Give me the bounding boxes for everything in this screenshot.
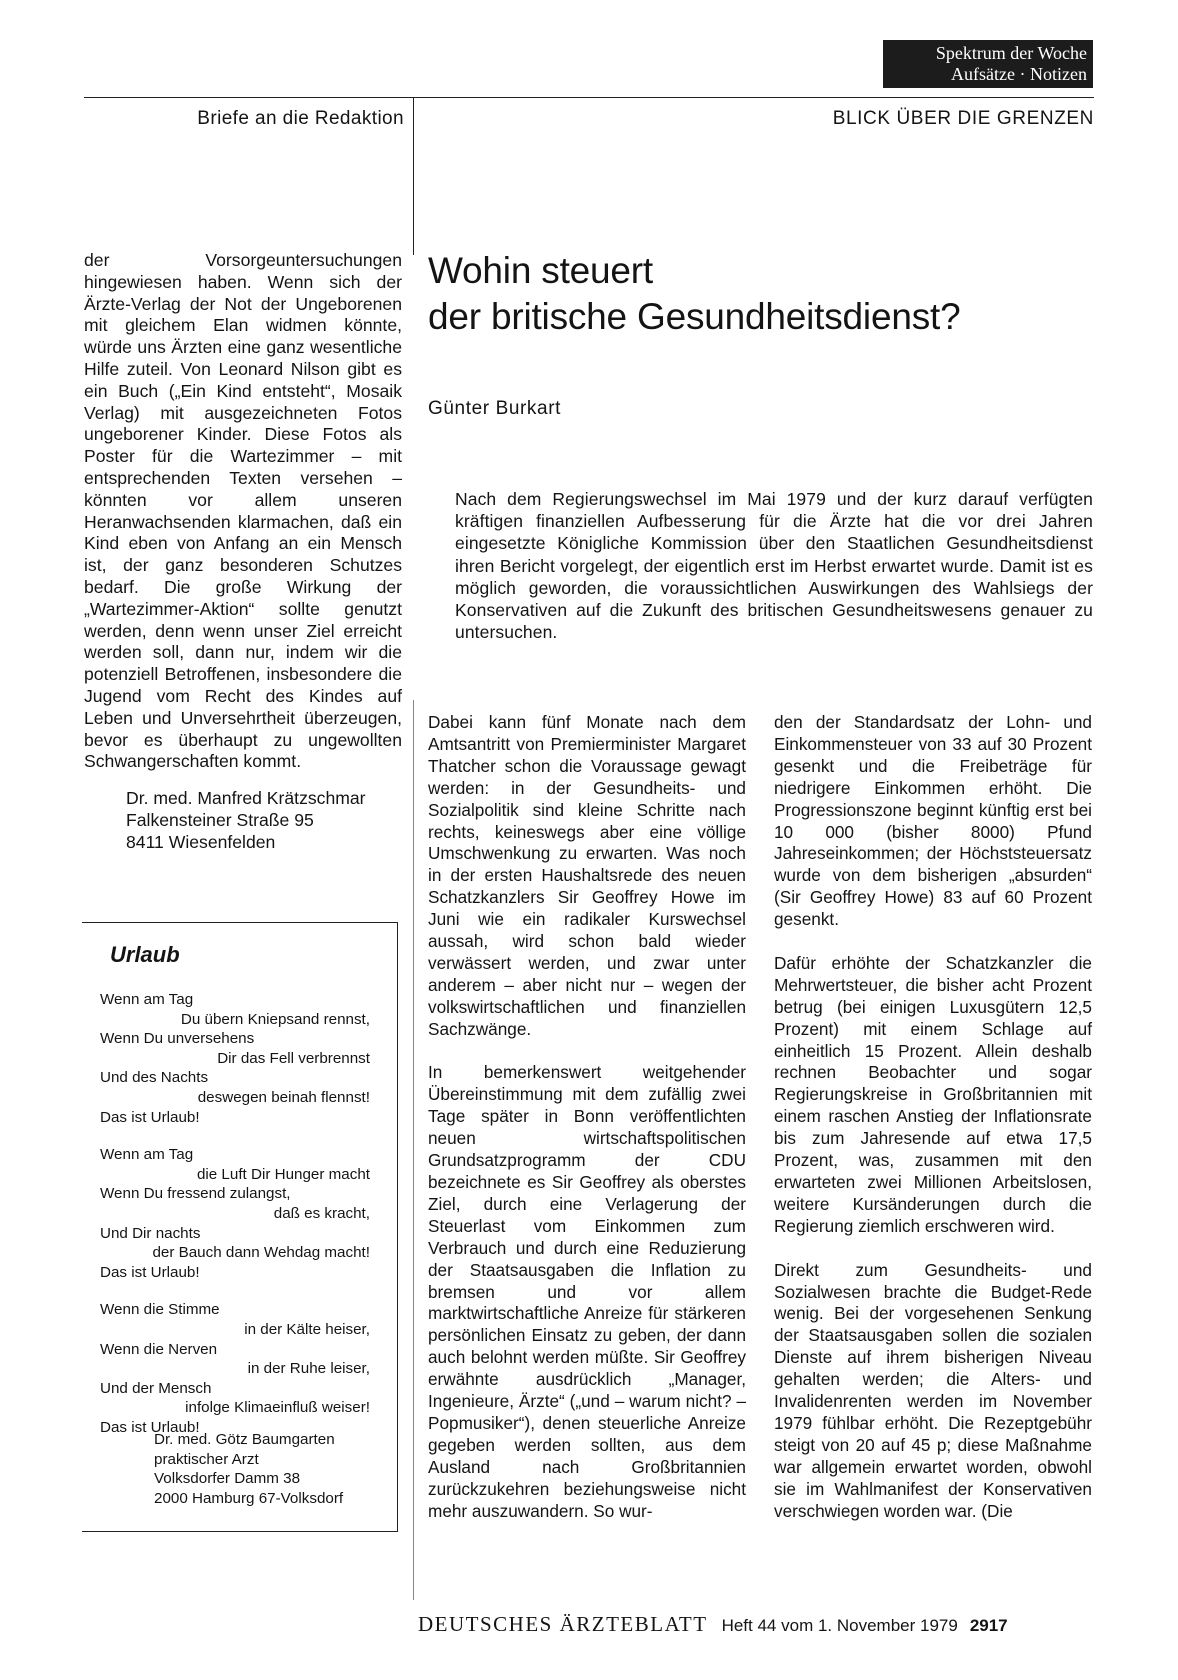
poem-line: Du übern Kniepsand rennst,: [180, 1010, 370, 1028]
poem-line: in der Kälte heiser,: [244, 1320, 370, 1338]
poem-line: Wenn am Tag: [100, 1146, 194, 1164]
poem-line: Wenn am Tag: [100, 991, 194, 1008]
poem-line: Wenn Du fressend zulangst,: [100, 1185, 291, 1203]
article-paragraph: Dabei kann fünf Monate nach dem Amtsantritt von Premierminister Margaret Thatcher schon die Voraussage gewagt werden: in der Gesundheits- und Sozialpolitik sind kleine Schritte nach rechts, keineswegs aber eine völlige Umschwenkung zu erwarten. Was noch in der ersten Haushaltsrede des neuen Schatzkanzlers Sir Geoffrey Howe im Juni wie ein radikaler Kurswechsel aussah, wird schon bald wieder verwässert werden, und zwar unter anderem – aber nicht nur – wegen der volkswirtschaftlichen und finanziellen Sachzwänge.: [428, 712, 746, 1039]
section-label-abroad: BLICK ÜBER DIE GRENZEN: [832, 108, 1094, 129]
article-title-line-1: Wohin steuert: [428, 250, 654, 291]
poem-signature: [154, 1430, 394, 1508]
poem-stanza: [100, 990, 370, 1127]
section-badge: [883, 40, 1093, 88]
poem-line: Wenn die Stimme: [100, 1301, 220, 1319]
signature-line: Volksdorfer Damm 38: [154, 1470, 301, 1488]
page-number: 2917: [969, 1616, 1008, 1635]
poem-line: Und der Mensch: [100, 1379, 212, 1397]
signature-line: 2000 Hamburg 67-Volksdorf: [154, 1489, 344, 1507]
letter-signature: [126, 788, 426, 853]
poem-line: infolge Klimaeinfluß weiser!: [185, 1399, 370, 1417]
badge-line-2: Aufsätze · Notizen: [951, 64, 1087, 84]
issue-info: Heft 44 vom 1. November 1979: [721, 1616, 958, 1635]
poem-line: daß es kracht,: [273, 1204, 370, 1222]
signature-line: Dr. med. Götz Baumgarten: [154, 1431, 335, 1448]
poem-line: Und Dir nachts: [100, 1224, 201, 1242]
article-title-line-2: der britische Gesundheitsdienst?: [428, 296, 961, 337]
poem-line: Dir das Fell verbrennst: [217, 1049, 370, 1067]
signature-line: Dr. med. Manfred Krätzschmar: [126, 788, 366, 808]
article-paragraph: den der Standardsatz der Lohn- und Einkommensteuer von 33 auf 30 Prozent gesenkt und die Freibeträge für niedrigere Einkommen erhöht. Die Progressionszone beginnt künftig erst bei 10 000 (bisher 8000) Pfund Jahreseinkommen; der Höchststeuersatz wurde von dem bisherigen „absurden“ (Sir Geoffrey Howe) 83 auf 60 Prozent gesenkt.: [774, 712, 1092, 930]
article-column-2: [774, 712, 1092, 1544]
poem-title: Urlaub: [110, 942, 180, 967]
section-label-letters: Briefe an die Redaktion: [197, 108, 404, 129]
article-paragraph: Dafür erhöhte der Schatzkanzler die Mehrwertsteuer, die bisher acht Prozent betrug (bei einigen Luxusgütern 12,5 Prozent) mit einem Schlage auf einheitlich 15 Prozent. Allein deshalb rechnen Beobachter und sogar Regierungskreise in Großbritannien mit einem raschen Anstieg der Inflationsrate bis zum Jahresende auf etwa 17,5 Prozent, was, zusammen mit den erwarteten zwei Millionen Arbeitslosen, weitere Kursänderungen durch die Regierung ziemlich erschweren wird.: [774, 952, 1092, 1236]
article-column-1: [428, 712, 746, 1544]
poem-body: [100, 990, 370, 1455]
poem-line: Das ist Urlaub!: [100, 1418, 200, 1436]
poem-line: Und des Nachts: [100, 1069, 209, 1087]
letter-text: der Vorsorgeuntersuchungen hingewiesen haben. Wenn sich der Ärzte-Verlag der Not der Ungeborenen mit gleichem Elan widmen könnte, würde uns Ärzten eine ganz wesentliche Hilfe zuteil. Von Leonard Nilson gibt es ein Buch („Ein Kind entsteht“, Mosaik Verlag) mit ausgezeichneten Fotos ungeborener Kinder. Diese Fotos als Poster für die Wartezimmer – mit entsprechenden Texten versehen – könnten vor allem unseren Heranwachsenden klarmachen, daß ein Kind eben von Anfang an ein Mensch ist, der ganz besonderen Schutzes bedarf. Die große Wirkung der „Wartezimmer-Aktion“ sollte genutzt werden, denn wenn unser Ziel erreicht werden soll, dann nur, indem wir die potenziell Betroffenen, insbesondere die Jugend vom Recht des Kindes auf Leben und Unversehrtheit überzeugen, bevor es überhaupt zu ungewollten Schwangerschaften kommt.: [84, 250, 402, 772]
signature-line: praktischer Arzt: [154, 1450, 259, 1468]
letter-body: [84, 250, 402, 773]
poem-line: deswegen beinah flennst!: [197, 1088, 370, 1106]
poem-line: der Bauch dann Wehdag macht!: [152, 1244, 370, 1262]
article-title: [428, 248, 1088, 340]
signature-line: Falkensteiner Straße 95: [126, 809, 314, 830]
poem-line: die Luft Dir Hunger macht: [196, 1165, 370, 1183]
header-rule: [84, 97, 1094, 98]
page-footer: [418, 1612, 1094, 1637]
poem-line: Wenn Du unversehens: [100, 1030, 255, 1048]
poem-line: Das ist Urlaub!: [100, 1263, 200, 1281]
article-author: Günter Burkart: [428, 398, 562, 419]
column-divider-top: [413, 97, 414, 255]
article-paragraph: Direkt zum Gesundheits- und Sozialwesen brachte die Budget-Rede wenig. Bei der vorgesehenen Senkung der Staatsausgaben sollen die sozialen Dienste auf ihrem bisherigen Niveau gehalten werden; die Alters- und Invalidenrenten werden im November 1979 fühlbar erhöht. Die Rezeptgebühr steigt von 20 auf 45 p; diese Maßnahme war allgemein erwartet worden, obwohl sie im Wahlmanifest der Konservativen verschwiegen worden war. (Die: [774, 1259, 1092, 1521]
signature-line: 8411 Wiesenfelden: [126, 831, 276, 852]
poem-stanza: [100, 1300, 370, 1437]
poem-line: Wenn die Nerven: [100, 1340, 218, 1358]
magazine-name: DEUTSCHES ÄRZTEBLATT: [418, 1612, 708, 1636]
article-paragraph: In bemerkenswert weitgehender Übereinstimmung mit dem zufällig zwei Tage später in Bonn veröffentlichten neuen wirtschaftspolitischen Grundsatzprogramm der CDU bezeichnete es Sir Geoffrey als oberstes Ziel, durch eine Verlagerung der Steuerlast vom Einkommen zum Verbrauch und durch eine Reduzierung der Staatsausgaben die Inflation zu bremsen und vor allem marktwirtschaftliche Anreize für stärkeren persönlichen Einsatz zu geben, der dann auch belohnt werden müßte. Sir Geoffrey erwähnte ausdrücklich „Manager, Ingenieure, Ärzte“ („und – warum nicht? – Popmusiker“), denen steuerliche Anreize gegeben werden sollten, aus dem Ausland nach Großbritannien zurückzukehren beziehungsweise nicht mehr auszuwandern. So wur-: [428, 1062, 746, 1521]
article-lead: Nach dem Regierungswechsel im Mai 1979 und der kurz darauf verfügten kräftigen finanziellen Aufbesserung für die Ärzte hat die vor drei Jahren eingesetzte Königliche Kommission über den Staatlichen Gesundheitsdienst ihren Bericht vorgelegt, der eigentlich erst im Herbst erwartet wurde. Damit ist es möglich geworden, die voraussichtlichen Auswirkungen des Wahlsiegs der Konservativen auf die Zukunft des britischen Gesundheitswesens genauer zu untersuchen.: [455, 489, 1093, 643]
badge-line-1: Spektrum der Woche: [935, 43, 1087, 63]
poem-stanza: [100, 1145, 370, 1282]
poem-line: Das ist Urlaub!: [100, 1108, 200, 1126]
poem-line: in der Ruhe leiser,: [247, 1360, 370, 1378]
